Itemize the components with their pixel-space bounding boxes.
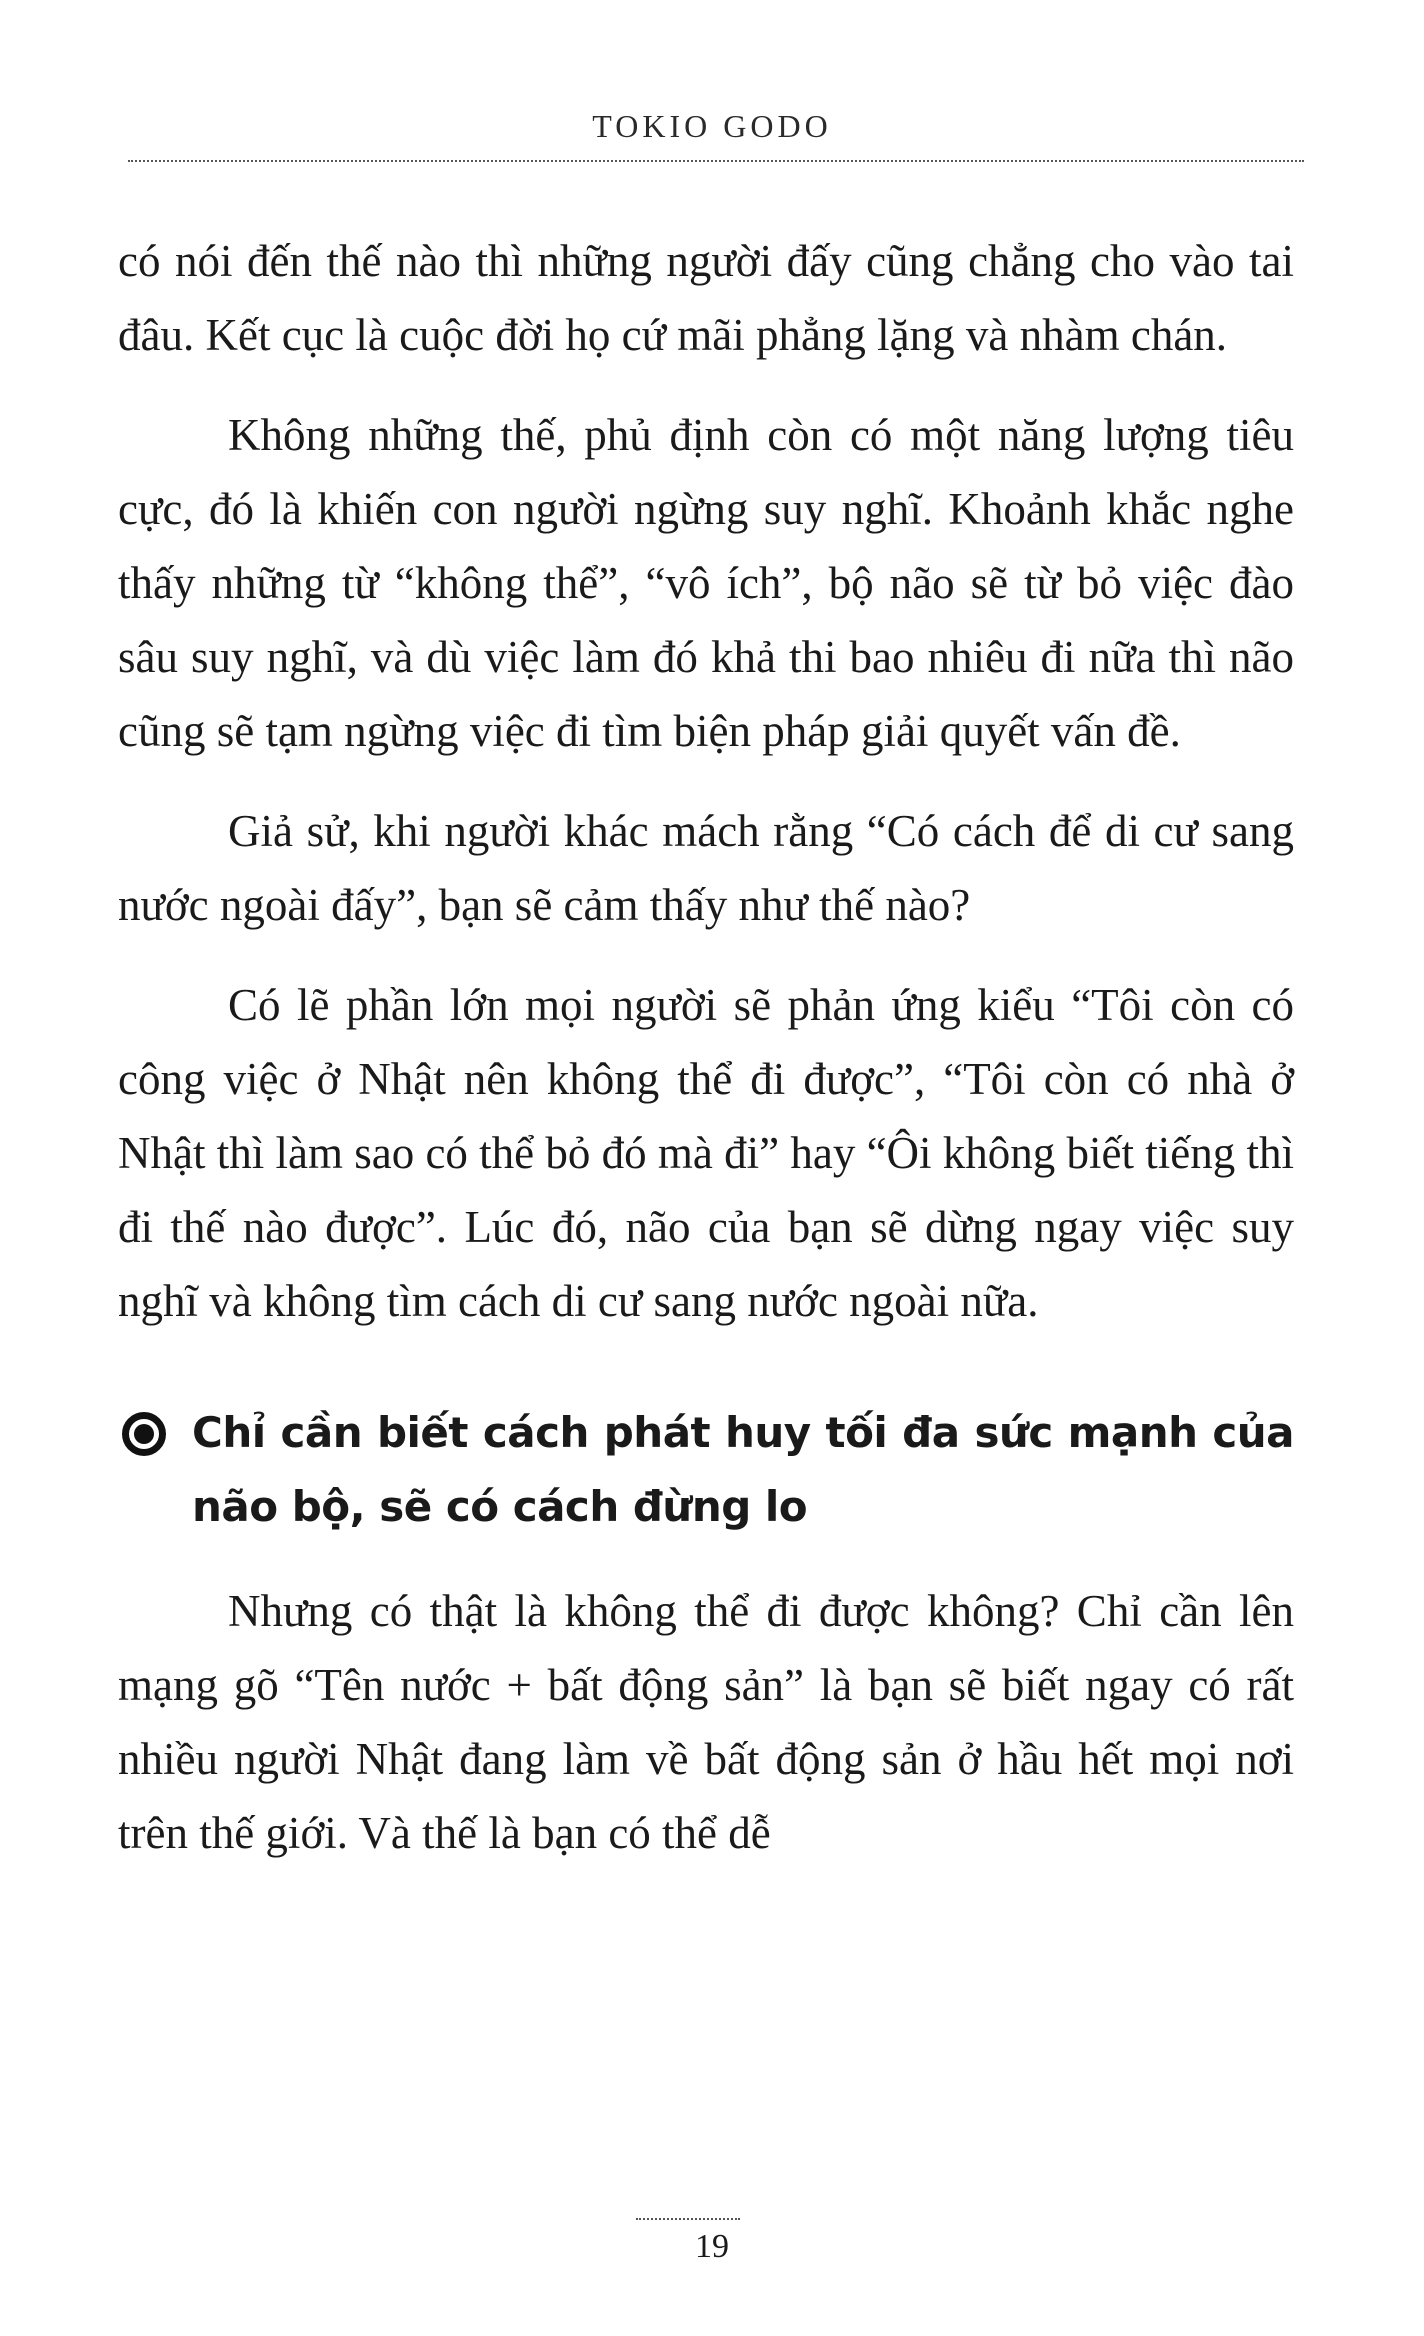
paragraph-2: Không những thế, phủ định còn có một năng lượng tiêu cực, đó là khiến con người ngừng suy nghĩ. Khoảnh khắc nghe thấy những từ “không thể”, “vô ích”, bộ não sẽ từ bỏ việc đào sâu suy nghĩ, và dù việc làm đó khả thi bao nhiêu đi nữa thì não cũng sẽ tạm ngừng việc đi tìm biện pháp giải quyết vấn đề.	[118, 410, 1294, 756]
section-heading	[118, 1396, 1294, 1544]
paragraph-3: Giả sử, khi người khác mách rằng “Có cách để di cư sang nước ngoài đấy”, bạn sẽ cảm thấy như thế nào?	[118, 806, 1294, 930]
body-text	[118, 224, 1294, 1896]
page-number: 19	[695, 2228, 729, 2265]
header-dotted-rule	[128, 160, 1304, 162]
paragraph-1: có nói đến thế nào thì những người đấy cũng chẳng cho vào tai đâu. Kết cục là cuộc đời họ cứ mãi phẳng lặng và nhàm chán.	[118, 236, 1294, 360]
paragraph-4: Có lẽ phần lớn mọi người sẽ phản ứng kiểu “Tôi còn có công việc ở Nhật nên không thể đi được”, “Tôi còn có nhà ở Nhật thì làm sao có thể bỏ đó mà đi” hay “Ôi không biết tiếng thì đi thế nào được”. Lúc đó, não của bạn sẽ dừng ngay việc suy nghĩ và không tìm cách di cư sang nước ngoài nữa.	[118, 980, 1294, 1326]
paragraph-5: Nhưng có thật là không thể đi được không? Chỉ cần lên mạng gõ “Tên nước + bất động sản” là bạn sẽ biết ngay có rất nhiều người Nhật đang làm về bất động sản ở hầu hết mọi nơi trên thế giới. Và thế là bạn có thể dễ	[118, 1586, 1294, 1858]
circle-bullet-icon	[122, 1412, 166, 1456]
section-heading-text: Chỉ cần biết cách phát huy tối đa sức mạnh của não bộ, sẽ có cách đừng lo	[192, 1408, 1294, 1531]
running-header-title: TOKIO GODO	[592, 108, 832, 144]
footer-dotted-rule	[636, 2218, 740, 2220]
